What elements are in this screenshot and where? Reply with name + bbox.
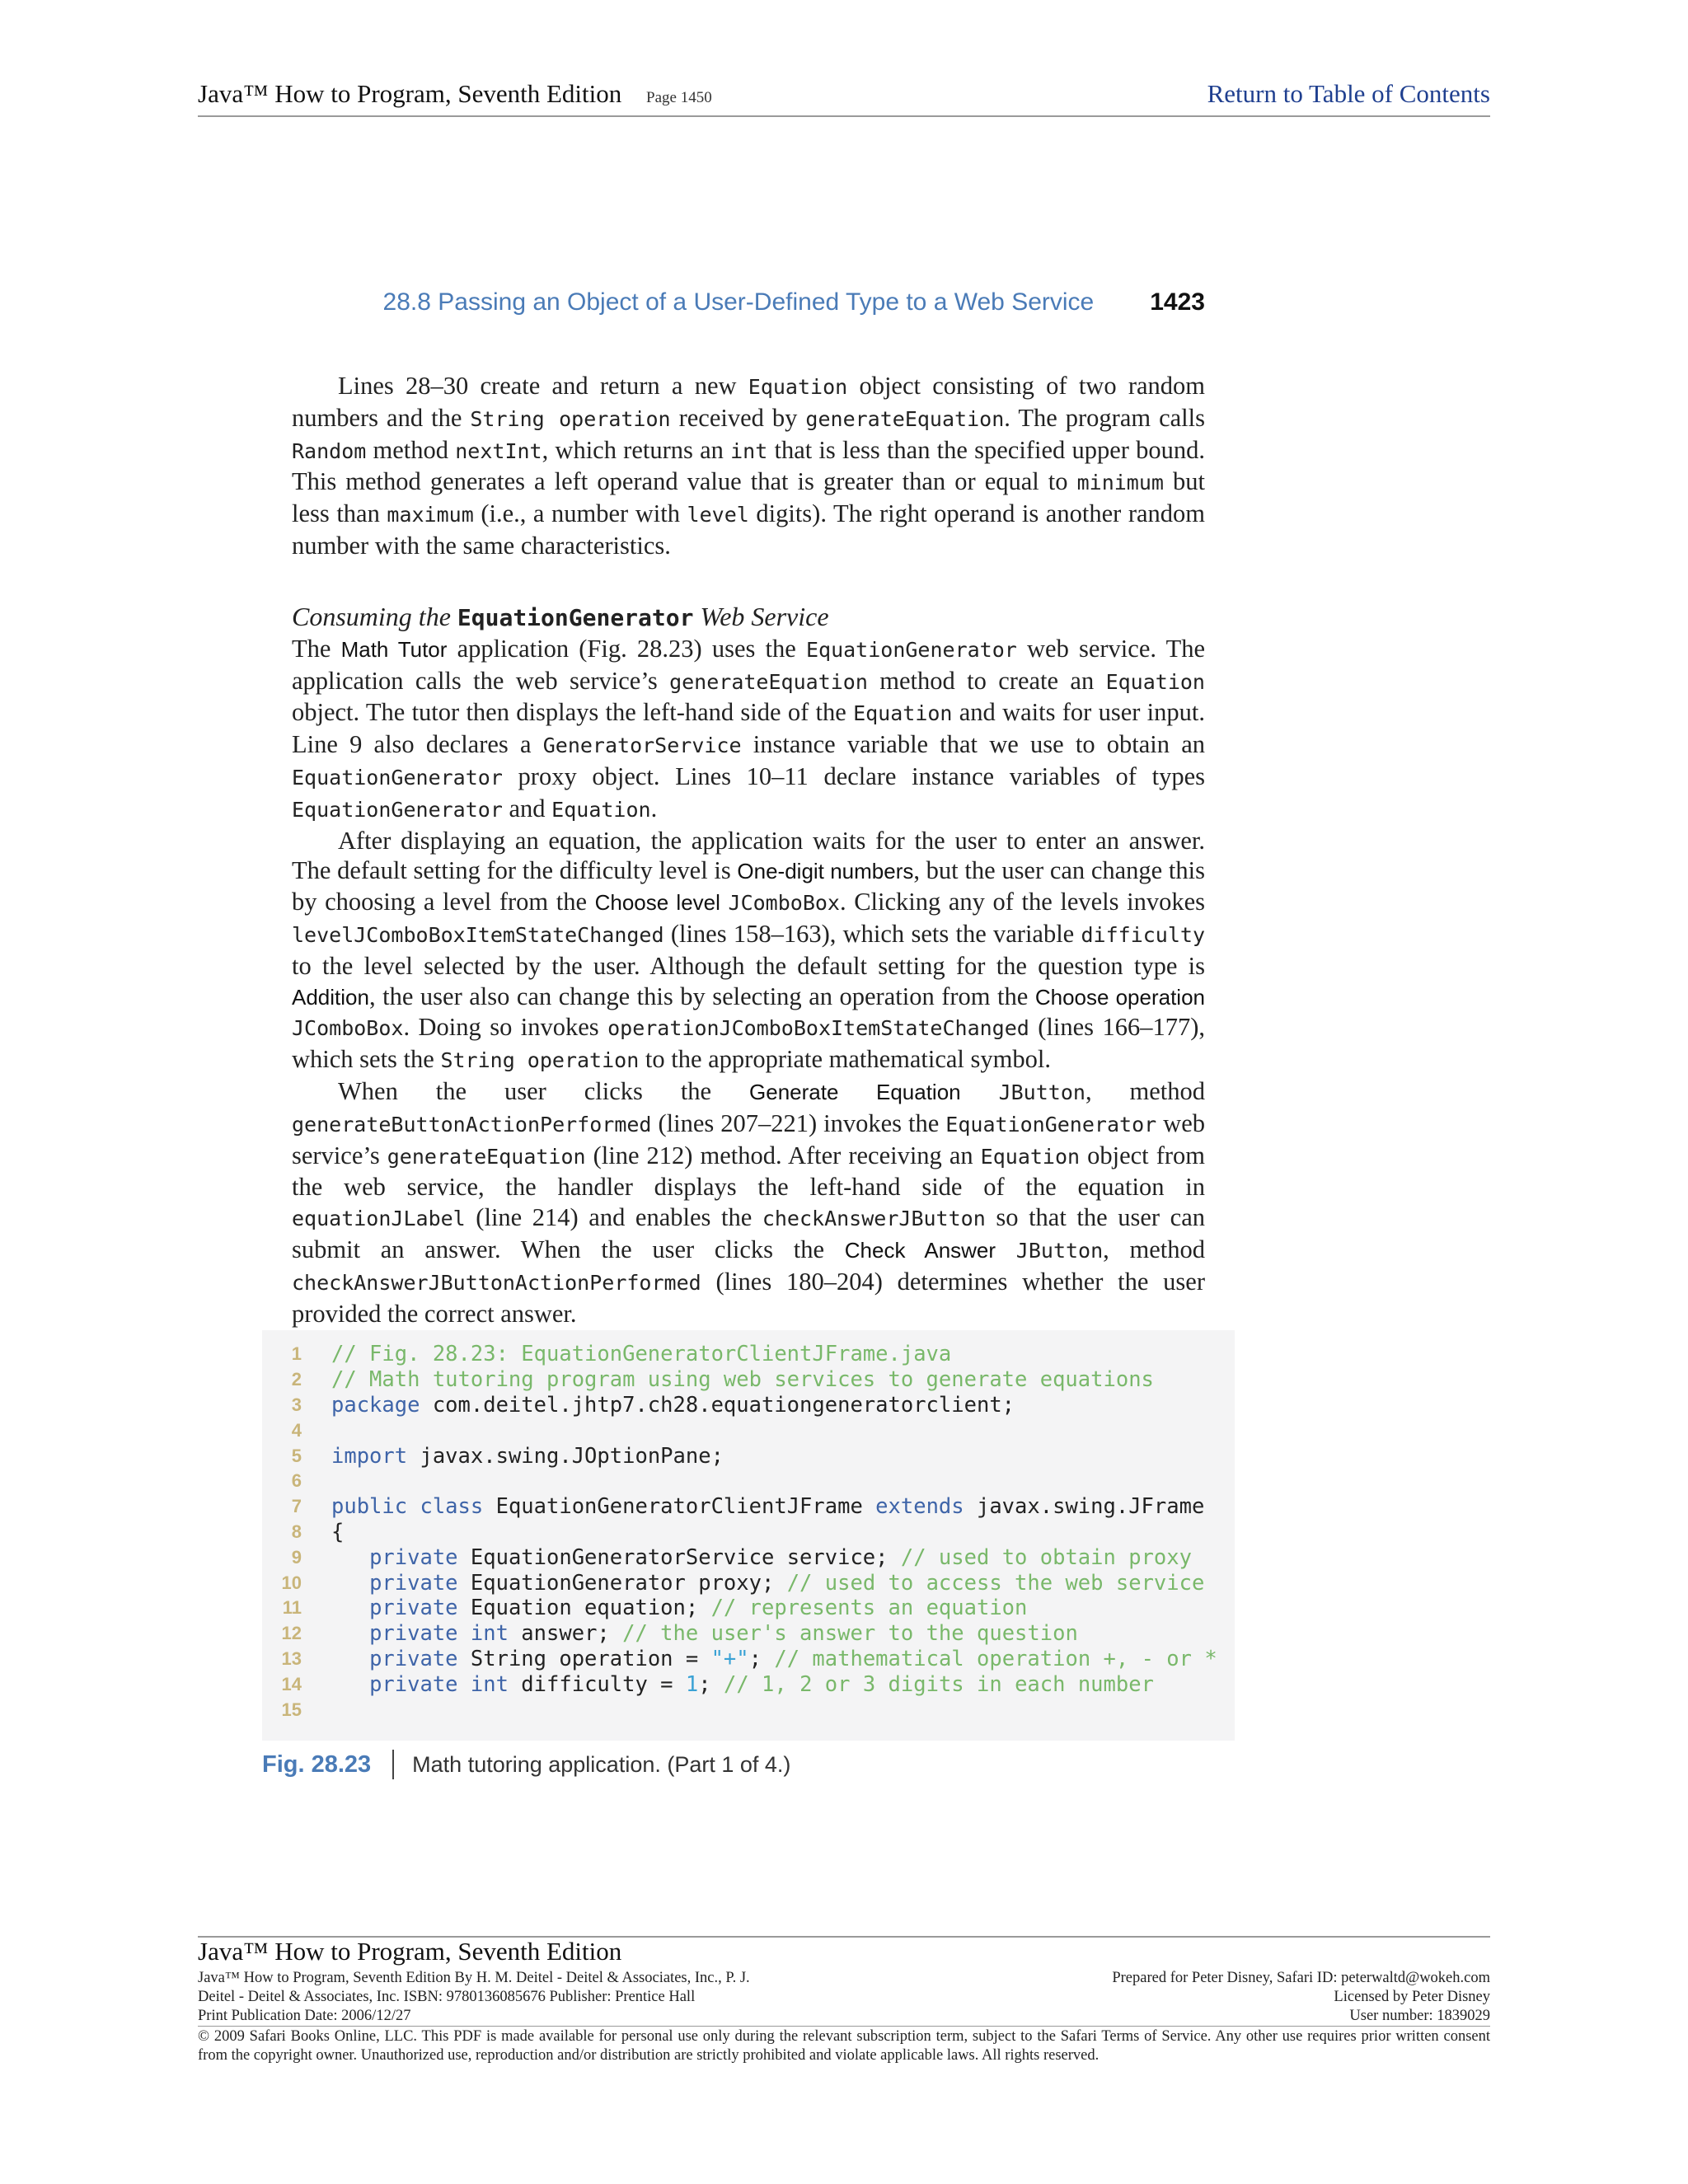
text-run: but less than (292, 467, 1205, 528)
line-number: 2 (291, 1369, 302, 1390)
code-line (272, 1570, 1228, 1596)
heading-post: Web Service (693, 601, 829, 631)
paragraph-4 (292, 1076, 1205, 1329)
inline-code: level (687, 503, 749, 527)
section-heading (292, 601, 1205, 634)
inline-code: generateButtonActionPerformed (292, 1112, 652, 1137)
code-line (272, 1544, 1228, 1570)
code-line (272, 1418, 1228, 1443)
code-token (331, 1621, 369, 1646)
line-number: 13 (281, 1647, 302, 1669)
inline-code: generateEquation (387, 1144, 586, 1169)
code-token: // used to obtain proxy (900, 1544, 1192, 1570)
text-run: (line 212) method. After receiving an (585, 1141, 981, 1169)
code-token: private (369, 1596, 458, 1621)
gui-label: Math Tutor (340, 636, 448, 662)
inline-code: generateEquation (669, 669, 868, 694)
line-number: 5 (291, 1445, 302, 1466)
inline-code: JButton (998, 1080, 1085, 1104)
text-run: proxy object. Lines 10–11 declare instance variables of types (502, 762, 1205, 790)
footer-right-line: Licensed by Peter Disney (1334, 1989, 1490, 2005)
code-token: ; (748, 1646, 775, 1671)
section-gap (292, 561, 1205, 601)
inline-code: checkAnswerJButtonActionPerformed (292, 1270, 701, 1295)
line-number: 10 (281, 1572, 302, 1593)
code-token: extends (875, 1494, 964, 1520)
line-number: 14 (281, 1673, 302, 1694)
footer-right-line: Prepared for Peter Disney, Safari ID: peterwaltd@wokeh.com (1112, 1970, 1490, 1986)
text-run: received by (670, 403, 806, 432)
inline-code: equationJLabel (292, 1207, 466, 1231)
inline-code: maximum (387, 503, 474, 527)
code-text (331, 1494, 1204, 1519)
text-run: (lines 207–221) invokes the (651, 1108, 946, 1137)
inline-code: levelJComboBoxItemStateChanged (292, 922, 664, 947)
text-run: to the appropriate mathematical symbol. (639, 1045, 1051, 1074)
code-token: // the user's answer to the question (622, 1621, 1078, 1647)
text-run: . Clicking any of the levels invokes (839, 888, 1206, 916)
text-run: (lines 180–204) determines whether the user provided the correct answer. (292, 1267, 1205, 1328)
inline-code: Random (292, 438, 367, 463)
inline-code: Equation (980, 1144, 1081, 1169)
text-run: , method (1085, 1076, 1205, 1105)
code-token: javax.swing.JOptionPane; (407, 1443, 724, 1469)
text-run: , method (1103, 1235, 1205, 1263)
inline-code: EquationGenerator (292, 797, 503, 822)
code-line (272, 1596, 1228, 1621)
footer-publication-info (198, 1969, 750, 2026)
inline-code: String operation (440, 1048, 640, 1073)
code-line (272, 1697, 1228, 1722)
inline-code: generateEquation (805, 406, 1005, 431)
text-run: method (366, 435, 456, 464)
code-token: com.deitel.jhtp7.ch28.equationgeneratorclient; (420, 1392, 1015, 1418)
code-text (331, 1393, 1015, 1418)
code-token: public class (331, 1494, 484, 1520)
text-run: application (Fig. 28.23) uses the (447, 634, 806, 663)
code-token: // Fig. 28.23: EquationGeneratorClientJFrame.java (331, 1342, 952, 1367)
footer-left-line: Deitel - Deitel & Associates, Inc. ISBN: 9780136085676 Publisher: Prentice Hall (198, 1989, 696, 2005)
figure-caption (262, 1750, 790, 1779)
inline-code: operationJComboBoxItemStateChanged (607, 1016, 1029, 1041)
text-run: (lines 166–177), which sets the (292, 1013, 1206, 1074)
code-line (272, 1393, 1228, 1418)
code-token (331, 1571, 369, 1596)
line-number: 15 (281, 1699, 302, 1720)
inline-code: Equation (853, 701, 953, 726)
text-run: web service’s (292, 1108, 1205, 1169)
code-token: private (369, 1544, 458, 1570)
running-head (292, 288, 1205, 316)
footer-book-title: Java™ How to Program, Seventh Edition (198, 1937, 622, 1966)
text-run (996, 1235, 1016, 1263)
text-run: digits). The right operand is another random number with the same characteristics. (292, 499, 1205, 560)
code-token: private int (369, 1671, 509, 1697)
text-run: When the user clicks the (338, 1076, 750, 1105)
code-line (272, 1469, 1228, 1494)
paragraph-3 (292, 826, 1205, 1076)
code-text (331, 1596, 1027, 1620)
text-run: method to create an (867, 666, 1106, 695)
code-token: private (369, 1570, 458, 1596)
text-run: , but the user can change this by choosing a level from the (292, 856, 1205, 916)
code-line (272, 1647, 1228, 1672)
line-number: 7 (291, 1496, 302, 1517)
inline-code: EquationGenerator (945, 1112, 1157, 1137)
code-token: private (369, 1646, 458, 1671)
code-token: // 1, 2 or 3 digits in each number (723, 1671, 1154, 1697)
text-run (720, 888, 729, 916)
text-run: Lines 28–30 create and return a new (338, 372, 748, 400)
code-text (331, 1444, 724, 1469)
code-text (331, 1647, 1217, 1671)
text-run: and waits for user input. Line 9 also declares a (292, 698, 1206, 759)
code-token: javax.swing.JFrame (964, 1494, 1205, 1520)
gui-label: Generate Equation (749, 1079, 961, 1104)
code-token: // represents an equation (710, 1596, 1028, 1621)
body-text (292, 371, 1205, 1329)
inline-code: EquationGenerator (292, 765, 503, 790)
footer-right-line: User number: 1839029 (1349, 2008, 1490, 2024)
code-text (331, 1571, 1204, 1596)
code-token: difficulty = (508, 1671, 686, 1697)
inline-code: nextInt (455, 438, 542, 463)
figure-label: Fig. 28.23 (262, 1750, 372, 1778)
inline-code: JButton (1015, 1238, 1104, 1263)
text-run: , which returns an (542, 435, 731, 464)
inline-code: EquationGenerator (805, 637, 1017, 662)
code-token: { (331, 1519, 345, 1544)
line-number: 11 (282, 1597, 302, 1619)
gui-label: One-digit numbers (737, 859, 914, 884)
inline-code: checkAnswerJButton (762, 1207, 986, 1231)
text-run: to the level selected by the user. Although the default setting for the question type is (292, 951, 1205, 980)
code-token: String operation = (457, 1646, 711, 1671)
heading-pre: Consuming the (292, 601, 457, 631)
code-token: EquationGenerator proxy; (457, 1570, 787, 1596)
inline-code: JComboBox (292, 1016, 404, 1041)
inline-code: minimum (1076, 471, 1164, 495)
footer-divider-2 (198, 2026, 1490, 2027)
code-listing (272, 1342, 1228, 1722)
text-run: object from the web service, the handler displays the left-hand side of the equation in (292, 1141, 1205, 1202)
header-book-title: Java™ How to Program, Seventh Edition (198, 79, 622, 108)
text-run: (i.e., a number with (473, 499, 687, 528)
text-run: . (650, 794, 658, 823)
footer-left-line: Java™ How to Program, Seventh Edition By H. M. Deitel - Deitel & Associates, Inc., P. J. (198, 1970, 750, 1986)
text-run: object. The tutor then displays the left-hand side of the (292, 698, 854, 727)
code-token: answer; (508, 1621, 623, 1647)
code-text (331, 1342, 951, 1366)
code-line (272, 1494, 1228, 1520)
inline-code: GeneratorService (542, 733, 742, 758)
code-line (272, 1367, 1228, 1393)
safari-header-title (198, 79, 712, 109)
figure-caption-text: Math tutoring application. (Part 1 of 4.) (412, 1751, 791, 1777)
line-number: 3 (291, 1394, 302, 1415)
running-head-section: 28.8 Passing an Object of a User-Defined Type to a Web Service (382, 288, 1095, 316)
paragraph-2 (292, 634, 1205, 826)
code-line (272, 1342, 1228, 1367)
text-run: After displaying an equation, the application waits for the user to enter an answer. The default setting for the difficulty level is (292, 826, 1205, 885)
code-token (331, 1647, 369, 1671)
text-run: (lines 158–163), which sets the variable (663, 919, 1081, 948)
line-number: 12 (281, 1623, 302, 1644)
code-token: // used to access the web service (786, 1570, 1205, 1596)
text-run: . The program calls (1004, 403, 1205, 432)
code-token: package (331, 1392, 420, 1418)
code-token (331, 1545, 369, 1570)
code-token: "+" (710, 1646, 749, 1671)
gui-label: Addition (292, 984, 369, 1010)
code-token (331, 1596, 369, 1620)
line-number: 4 (291, 1419, 302, 1441)
inline-code: String operation (470, 406, 671, 431)
footer-license-info (1112, 1969, 1490, 2026)
code-text (331, 1672, 1154, 1697)
code-token: // Math tutoring program using web services to generate equations (331, 1367, 1154, 1393)
code-text (331, 1367, 1154, 1392)
text-run: The (292, 634, 341, 663)
code-token: // mathematical operation +, - or * (774, 1646, 1217, 1671)
inline-code: JComboBox (728, 891, 840, 916)
inline-code: Equation (748, 375, 848, 399)
gui-label: Check Answer (844, 1237, 996, 1263)
book-page-number: 1423 (1150, 288, 1205, 316)
text-run: (line 214) and enables the (465, 1203, 762, 1232)
text-run: web service. The application calls the web service’s (292, 634, 1206, 695)
inline-code: Equation (1105, 669, 1205, 694)
code-text (331, 1520, 344, 1544)
text-run: , the user also can change this by selecting an operation from the (368, 982, 1035, 1010)
caption-separator (392, 1750, 394, 1779)
text-run: so that the user can submit an answer. When the user clicks the (292, 1203, 1205, 1263)
return-to-toc-link[interactable]: Return to Table of Contents (1207, 79, 1490, 108)
text-run: instance variable that we use to obtain an (741, 730, 1205, 759)
code-text (331, 1621, 1078, 1646)
line-number: 8 (291, 1521, 302, 1542)
line-number: 1 (291, 1343, 302, 1365)
header-divider (198, 115, 1490, 117)
code-token: ; (698, 1671, 724, 1697)
code-token: Equation equation; (457, 1596, 711, 1621)
code-token: import (331, 1443, 408, 1469)
gui-label: Choose level (594, 890, 720, 916)
text-run: object consisting of two random numbers and the (292, 372, 1205, 432)
text-run (961, 1077, 999, 1105)
inline-code: difficulty (1081, 922, 1205, 947)
footer-copyright: © 2009 Safari Books Online, LLC. This PDF is made available for personal use only during the relevant subscription term, subject to the Safari Terms of Service. Any other use requires prior written consent from the copyright owner. Unauthorized use, reproduction and/or distribution are strictly prohibited and violate applicable laws. All rights reserved. (198, 2028, 1490, 2064)
heading-code: EquationGenerator (457, 603, 694, 631)
gui-label: Choose operation (1034, 984, 1205, 1010)
code-line (272, 1520, 1228, 1545)
text-run: . Doing so invokes (403, 1013, 608, 1042)
paragraph-1 (292, 371, 1205, 561)
code-line (272, 1443, 1228, 1469)
code-line (272, 1671, 1228, 1697)
code-token (331, 1672, 369, 1697)
inline-code: int (730, 438, 768, 463)
text-run: that is less than the specified upper bound. This method generates a left operand value that is greater than or equal to (292, 435, 1205, 496)
code-text (331, 1545, 1192, 1570)
code-token: private int (369, 1621, 509, 1647)
code-token: EquationGeneratorService service; (457, 1544, 901, 1570)
code-token: EquationGeneratorClientJFrame (483, 1494, 876, 1520)
inline-code: Equation (551, 797, 651, 822)
code-token: 1 (685, 1671, 699, 1697)
line-number: 6 (291, 1470, 302, 1492)
code-line (272, 1621, 1228, 1647)
line-number: 9 (291, 1546, 302, 1568)
header-page-label: Page 1450 (646, 89, 712, 106)
footer-left-line: Print Publication Date: 2006/12/27 (198, 2008, 411, 2024)
text-run: and (502, 794, 552, 823)
